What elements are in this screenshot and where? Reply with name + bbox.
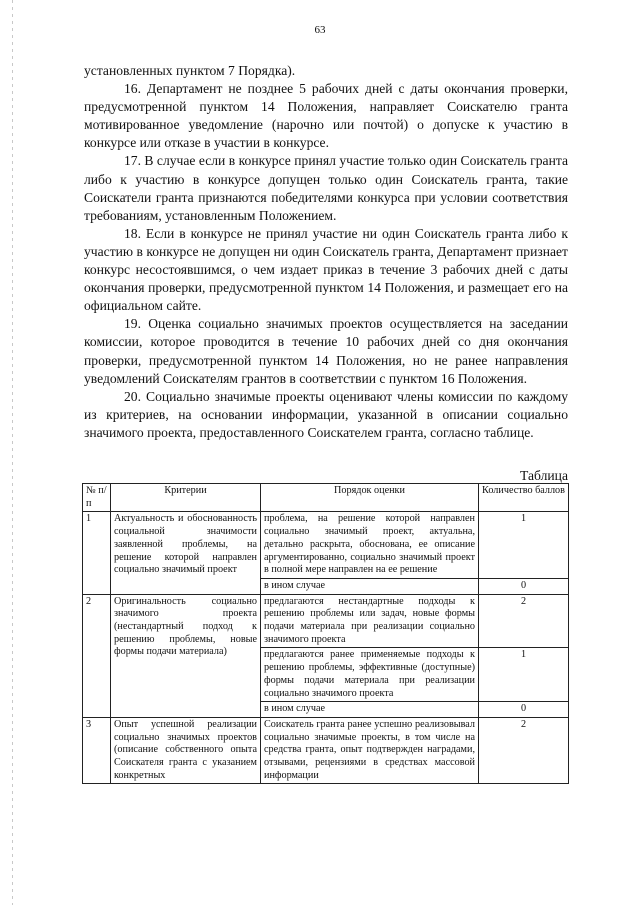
row-score: 1 [479, 512, 569, 579]
header-order: Порядок оценки [261, 484, 479, 512]
row-criterion: Оригинальность социально значимого проекта (нестандартный подход к решению проблемы, новые формы подачи материала) [111, 594, 261, 717]
document-body [84, 62, 568, 442]
paragraph-16: 16. Департамент не позднее 5 рабочих дней с даты окончания проверки, предусмотренной пунктом 14 Положения, направляет Соискателю гранта мотивированное уведомление (нарочно или почтой) о допуске к участию в конкурсе или отказе в участии в конкурсе. [84, 81, 568, 151]
row-num: 3 [83, 717, 111, 784]
row-option: в ином случае [261, 578, 479, 594]
paragraph-20: 20. Социально значимые проекты оценивают члены комиссии по каждому из критериев, на основании информации, указанной в описании социально значимого проекта, предоставленного Соискателем гранта, согласно таблице. [84, 388, 568, 440]
row-num: 1 [83, 512, 111, 594]
table-row [83, 512, 569, 579]
row-score: 0 [479, 702, 569, 718]
row-score: 1 [479, 648, 569, 702]
row-option: в ином случае [261, 702, 479, 718]
page-number: 63 [314, 24, 326, 36]
row-score: 2 [479, 594, 569, 648]
row-criterion: Актуальность и обоснованность социальной значимости заявленной проблемы, на решение которой направлен социально значимый проект [111, 512, 261, 594]
table-row [83, 594, 569, 648]
paragraph-19: 19. Оценка социально значимых проектов осуществляется на заседании комиссии, которое проводится в течение 10 рабочих дней со дня окончания проверки, предусмотренной пунктом 14 Положения, но не ранее направления уведомлений Соискателям грантов в соответствии с пунктом 16 Положения. [84, 316, 568, 386]
table-caption: Таблица [520, 468, 568, 483]
header-num: № п/п [83, 484, 111, 512]
row-option: предлагаются ранее применяемые подходы к решению проблемы, эффективные (доступные) формы подачи материала при реализации социально значимого проекта [261, 648, 479, 702]
row-option: Соискатель гранта ранее успешно реализовывал социально значимые проекты, в том числе на средства гранта, опыт подтвержден наградами, отзывами, рецензиями в средствах массовой информации [261, 717, 479, 784]
header-criteria: Критерии [111, 484, 261, 512]
paragraph-continuation: установленных пунктом 7 Порядка). [84, 63, 296, 78]
criteria-table [82, 483, 569, 784]
row-option: проблема, на решение которой направлен социально значимый проект, актуальна, детально раскрыта, обоснована, ее описание аргументированно, социально значимый проект в полной мере направлен на ее решение [261, 512, 479, 579]
row-criterion: Опыт успешной реализации социально значимых проектов (описание собственного опыта Соискателя гранта с указанием конкретных [111, 717, 261, 784]
header-score: Количество баллов [479, 484, 569, 512]
paragraph-17: 17. В случае если в конкурсе принял участие только один Соискатель гранта либо к участию в конкурсе допущен только один Соискатель гранта, такие Соискатели гранта признаются победителями конкурса при условии соответствия требованиям, установленным Положением. [84, 153, 568, 223]
table-row [83, 717, 569, 784]
paragraph-18: 18. Если в конкурсе не принял участие ни один Соискатель гранта либо к участию в конкурсе не допущен ни один Соискатель гранта, Департамент признает конкурс несостоявшимся, о чем издает приказ в течение 3 рабочих дней с даты окончания проверки, предусмотренной пунктом 14 Положения, и размещает его на официальном сайте. [84, 225, 568, 314]
row-num: 2 [83, 594, 111, 717]
row-option: предлагаются нестандартные подходы к решению проблемы или задач, новые формы подачи материала при реализации социально значимого проекта [261, 594, 479, 648]
row-score: 0 [479, 578, 569, 594]
row-score: 2 [479, 717, 569, 784]
scan-edge-line [12, 0, 13, 905]
table-header-row [83, 484, 569, 512]
